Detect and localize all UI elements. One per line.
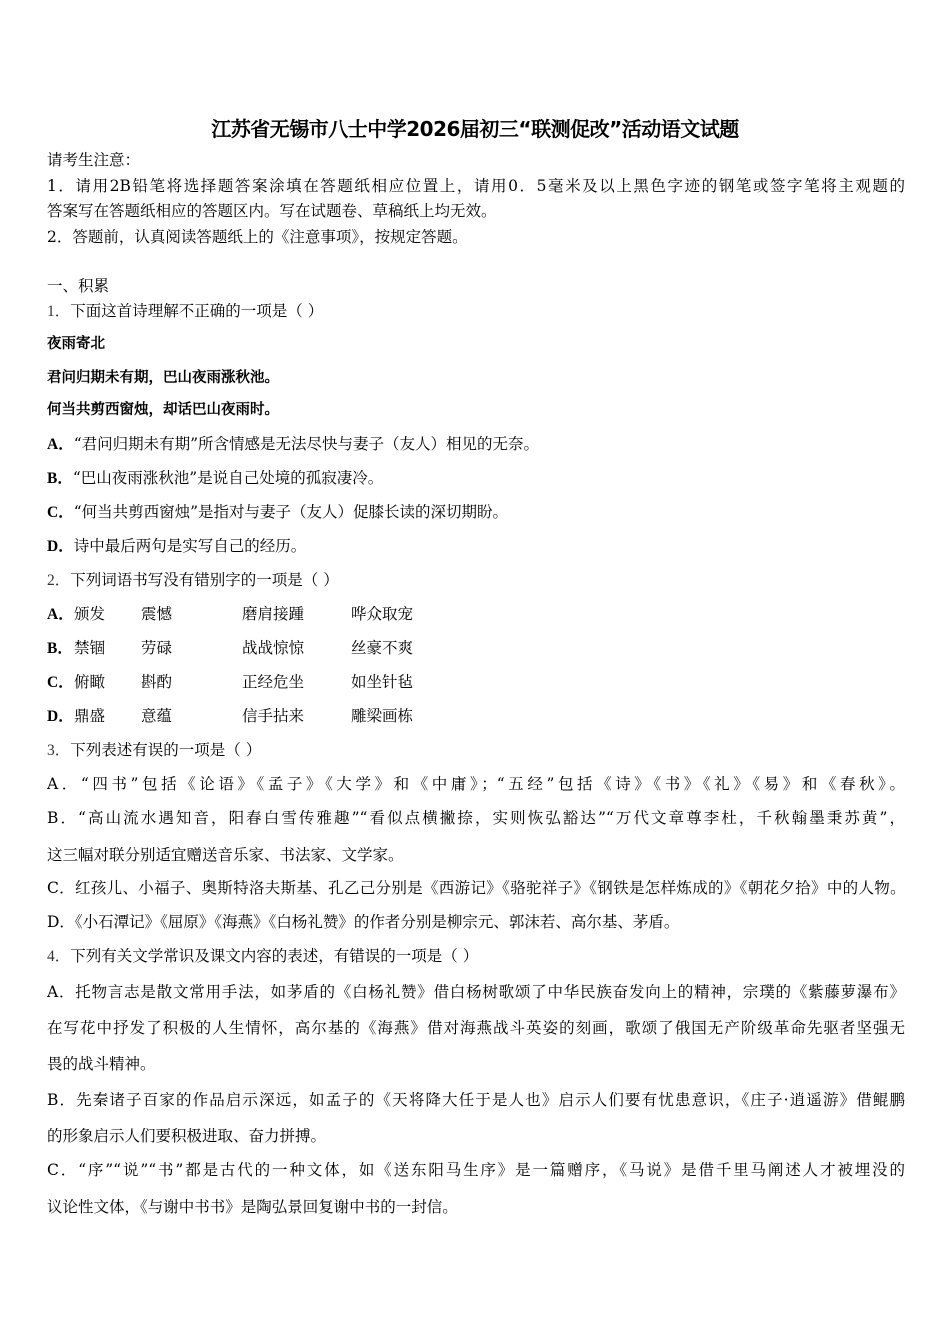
option-line: A．“四书”包括《论语》《孟子》《大学》和《中庸》；“五经”包括《诗》《书》《礼》《易》和《春秋》。 [47,775,905,793]
option-word: 颁发 [74,605,106,623]
option-word: 俯瞰 [74,673,106,691]
option-word: 禁锢 [74,639,106,657]
question-text: 下面这首诗理解不正确的一项是（ ） [70,302,324,320]
option-line: 畏的战斗精神。 [47,1055,156,1073]
notice-item: 1．请用2B铅笔将选择题答案涂填在答题纸相应位置上，请用0．5毫米及以上黑色字迹的钢笔或签字笔将主观题的 [47,177,905,195]
option-word: 意蕴 [141,707,173,725]
section-heading: 一、积累 [47,277,110,295]
option-a [47,604,447,625]
option-line: A．托物言志是散文常用手法，如茅盾的《白杨礼赞》借白杨树歌颂了中华民族奋发向上的精神，宗璞的《紫藤萝瀑布》 [47,983,905,1001]
option-line: 议论性文体，《与谢中书书》是陶弘景回复谢中书的一封信。 [47,1198,458,1216]
option-label: B． [47,470,73,487]
option-c [47,502,508,523]
option-word: 劳碌 [141,639,173,657]
option-label: A． [47,436,74,453]
option-d [47,536,306,557]
notice-heading: 请考生注意： [47,151,141,169]
option-word: 雕梁画栋 [351,707,414,725]
option-c [47,672,447,693]
option-word: 斟酌 [141,673,173,691]
option-text: “君问归期未有期”所含情感是无法尽快与妻子（友人）相见的无奈。 [73,435,540,453]
option-a [47,434,539,455]
option-d [47,706,447,727]
option-word: 震憾 [141,605,173,623]
option-label: D． [47,708,74,725]
poem-title: 夜雨寄北 [47,335,105,352]
question-number: 3． [47,742,71,759]
question-1-stem [47,301,323,322]
option-b [47,468,383,489]
option-word: 丝豪不爽 [351,639,414,657]
notice-item: 答案写在答题纸相应的答题区内。写在试题卷、草稿纸上均无效。 [47,202,497,220]
option-label: C． [47,674,74,691]
option-word: 战战惊惊 [242,639,305,657]
question-number: 2． [47,572,71,589]
option-text: 诗中最后两句是实写自己的经历。 [73,537,307,555]
question-text: 下列有关文学常识及课文内容的表述，有错误的一项是（ ） [70,947,479,965]
option-line: 这三幅对联分别适宜赠送音乐家、书法家、文学家。 [47,846,404,864]
option-line: C．红孩儿、小福子、奥斯特洛夫斯基、孔乙己分别是《西游记》《骆驼祥子》《钢铁是怎样炼成的》《朝花夕拾》中的人物。 [47,879,905,897]
poem-line: 君问归期未有期，巴山夜雨涨秋池。 [47,369,279,386]
question-2-stem [47,570,339,591]
option-line: C．“序”“说”“书”都是古代的一种文体，如《送东阳马生序》是一篇赠序，《马说》是借千里马阐述人才被埋没的 [47,1161,905,1179]
option-word: 如坐针毡 [351,673,414,691]
poem-line: 何当共剪西窗烛，却话巴山夜雨时。 [47,401,279,418]
question-number: 1． [47,303,71,320]
option-text: “巴山夜雨涨秋池”是说自己处境的孤寂凄冷。 [72,469,384,487]
option-line: B．先秦诸子百家的作品启示深远，如孟子的《天将降大任于是人也》启示人们要有忧患意识，《庄子·逍遥游》借鲲鹏 [47,1091,905,1109]
question-text: 下列词语书写没有错别字的一项是（ ） [70,571,339,589]
question-4-stem [47,946,478,967]
option-b [47,638,447,659]
option-line: 的形象启示人们要积极进取、奋力拼搏。 [47,1127,327,1145]
option-label: D． [47,538,74,555]
option-line: B．“高山流水遇知音，阳春白雪传雅趣”“看似点横撇捺，实则恢弘豁达”“万代文章尊李杜，千秋翰墨秉苏黄”， [47,809,905,827]
option-word: 信手拈来 [242,707,305,725]
option-line: D．《小石潭记》《屈原》《海燕》《白杨礼赞》的作者分别是柳宗元、郭沫若、高尔基、茅盾。 [47,913,680,931]
notice-item: 2．答题前，认真阅读答题纸上的《注意事项》，按规定答题。 [47,228,468,246]
question-number: 4． [47,948,71,965]
option-line: 在写花中抒发了积极的人生情怀，高尔基的《海燕》借对海燕战斗英姿的刻画，歌颂了俄国无产阶级革命先驱者坚强无 [47,1019,905,1037]
page-title: 江苏省无锡市八士中学2026届初三“联测促改”活动语文试题 [211,117,739,141]
question-text: 下列表述有误的一项是（ ） [70,741,262,759]
option-text: “何当共剪西窗烛”是指对与妻子（友人）促膝长读的深切期盼。 [73,503,509,521]
option-label: B． [47,640,73,657]
option-word: 鼎盛 [74,707,106,725]
option-word: 磨肩接踵 [242,605,305,623]
option-label: A． [47,606,74,623]
option-label: C． [47,504,74,521]
option-word: 哗众取宠 [351,605,414,623]
question-3-stem [47,740,261,761]
option-word: 正经危坐 [242,673,305,691]
